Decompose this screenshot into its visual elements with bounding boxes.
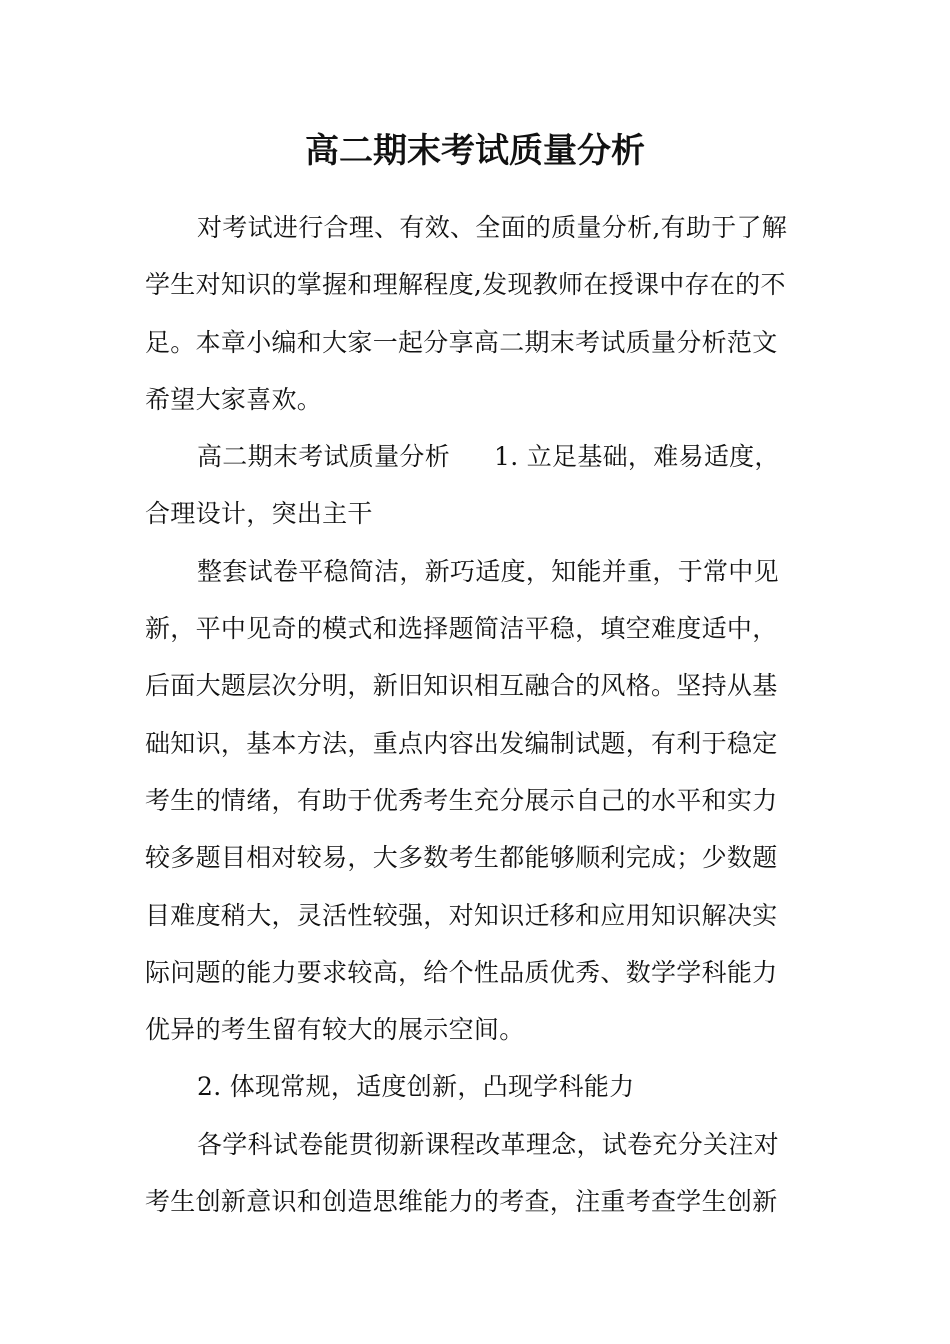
- text-line: 学生对知识的掌握和理解程度,发现教师在授课中存在的不: [145, 270, 786, 300]
- text-line: 优异的考生留有较大的展示空间。: [145, 1015, 525, 1045]
- document-body: [145, 199, 807, 1230]
- text-line: 新，平中见奇的模式和选择题简洁平稳，填空难度适中，: [145, 614, 778, 644]
- text-line: 考生创新意识和创造思维能力的考查，注重考查学生创新: [145, 1187, 778, 1217]
- section-heading-line: [145, 428, 807, 485]
- text-line: 后面大题层次分明，新旧知识相互融合的风格。坚持从基: [145, 671, 778, 701]
- text-line: 合理设计，突出主干: [145, 499, 373, 529]
- text-line: 各学科试卷能贯彻新课程改革理念，试卷充分关注对: [197, 1129, 779, 1159]
- document-title: 高二期末考试质量分析: [305, 131, 645, 171]
- text-line: 目难度稍大，灵活性较强，对知识迁移和应用知识解决实: [145, 900, 778, 930]
- text-line: 际问题的能力要求较高，给个性品质优秀、数学学科能力: [145, 957, 778, 987]
- text-line: 希望大家喜欢。: [145, 384, 323, 414]
- section-heading-item: 1. 立足基础，难易适度，: [494, 442, 780, 472]
- text-line: 础知识，基本方法，重点内容出发编制试题，有利于稳定: [145, 728, 778, 758]
- text-line: 整套试卷平稳简洁，新巧适度，知能并重，于常中见: [197, 556, 779, 586]
- text-line: 考生的情绪，有助于优秀考生充分展示自己的水平和实力: [145, 785, 778, 815]
- section-heading-line: 2. 体现常规，适度创新，凸现学科能力: [197, 1072, 635, 1102]
- text-line: 足。本章小编和大家一起分享高二期末考试质量分析范文: [145, 327, 778, 357]
- text-line: 较多题目相对较易，大多数考生都能够顺利完成；少数题: [145, 843, 778, 873]
- text-line: 对考试进行合理、有效、全面的质量分析,有助于了解: [197, 213, 788, 242]
- section-heading-title: 高二期末考试质量分析: [197, 442, 451, 472]
